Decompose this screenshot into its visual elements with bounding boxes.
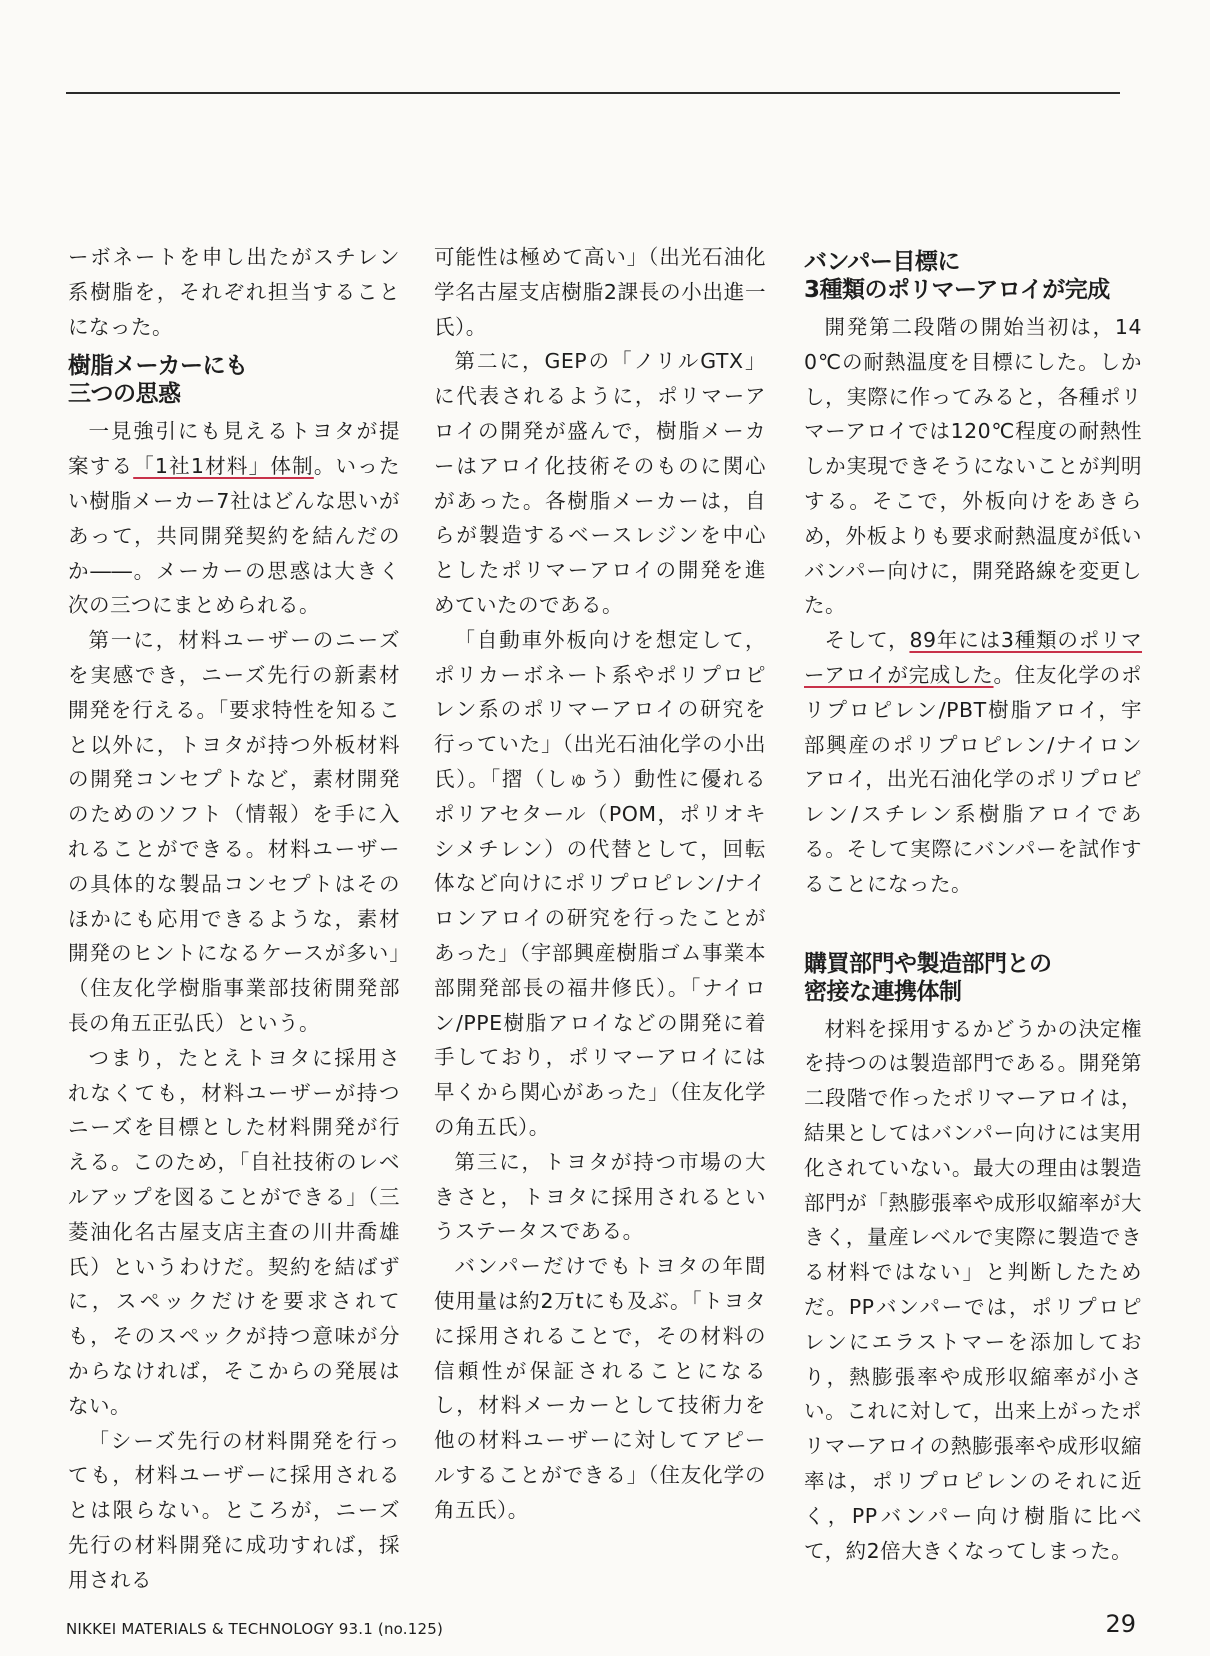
paragraph: 「シーズ先行の材料開発を行っても，材料ユーザーに採用されるとは限らない。ところが，ニーズ先行の材料開発に成功すれば，採用される xyxy=(68,1428,400,1592)
heading-line: 密接な連携体制 xyxy=(804,978,962,1005)
text-run: 一見強引にも見えるトヨタが提案する xyxy=(68,419,400,479)
page-number: 29 xyxy=(1105,1610,1136,1638)
column-1 xyxy=(68,240,401,1592)
paragraph: バンパーだけでもトヨタの年間使用量は約2万tにも及ぶ。「トヨタに採用されることで，その材料の信頼性が保証されることになるし，材料メーカーとして技術力を他の材料ユーザーに対してアピールすることができる」（住友化学の角五氏）。 xyxy=(434,1254,766,1522)
text-run: そして， xyxy=(824,628,910,653)
underlined-text: 89年には3種類のポリマーアロイが完成した xyxy=(804,628,1143,687)
header-rule xyxy=(66,92,1120,94)
heading-line: 三つの思惑 xyxy=(68,381,181,408)
column-2 xyxy=(434,240,766,1560)
paragraph xyxy=(804,623,1142,901)
paragraph: 「自動車外板向けを想定して，ポリカーボネート系やポリプロピレン系のポリマーアロイの研究を行っていた」（出光石油化学の小出氏）。「摺（しゅう）動性に優れるポリアセタール（POM，ポリオキシメチレン）の代替として，回転体など向けにポリプロピレン/ナイロンアロイの研究を行ったことがあった」（宇部興産樹脂ゴム事業本部開発部長の福井修氏）。「ナイロン/PPE樹脂アロイなどの開発に着手しており，ポリマーアロイには早くから関心があった」（住友化学の角五氏）。 xyxy=(434,627,766,1139)
text-run: 。住友化学のポリプロピレン/PBT樹脂アロイ，宇部興産のポリプロピレン/ナイロンアロイ，出光石油化学のポリプロピレン/スチレン系樹脂アロイである。そして実際にバンパーを試作することになった。 xyxy=(804,662,1142,896)
section-heading xyxy=(804,248,1142,304)
heading-line: 樹脂メーカーにも xyxy=(68,353,248,380)
paragraph: 第二に，GEPの「ノリルGTX」に代表されるように，ポリマーアロイの開発が盛んで，樹脂メーカーはアロイ化技術そのものに関心があった。各樹脂メーカーは，自らが製造するベースレジンを中心としたポリマーアロイの開発を進めていたのである。 xyxy=(434,349,766,617)
paragraph: 材料を採用するかどうかの決定権を持つのは製造部門である。開発第二段階で作ったポリマーアロイは，結果としてはバンパー向けには実用化されていない。最大の理由は製造部門が「熱膨張率や成形収縮率が大きく，量産レベルで実際に製造できる材料ではない」と判断したためだ。PPバンパーでは，ポリプロピレンにエラストマーを添加しており，熱膨張率や成形収縮率が小さい。これに対して，出来上がったポリマーアロイの熱膨張率や成形収縮率は，ポリプロピレンのそれに近く，PPバンパー向け樹脂に比べて，約2倍大きくなってしまった。 xyxy=(804,1016,1142,1563)
column-3 xyxy=(804,240,1143,1563)
section-heading xyxy=(68,352,400,408)
text-run: 。いったい樹脂メーカー7社はどんな思いがあって，共同開発契約を結んだのか――。メーカーの思惑は大きく次の三つにまとめられる。 xyxy=(68,454,401,618)
paragraph: 第三に，トヨタが持つ市場の大きさと，トヨタに採用されるというステータスである。 xyxy=(434,1149,766,1244)
paragraph: 可能性は極めて高い」（出光石油化学名古屋支店樹脂2課長の小出進一氏）。 xyxy=(434,245,766,339)
paragraph xyxy=(68,414,400,623)
paragraph: つまり，たとえトヨタに採用されなくても，材料ユーザーが持つニーズを目標とした材料開発が行える。このため，「自社技術のレベルアップを図ることができる」（三菱油化名古屋支店主査の川井喬雄氏）というわけだ。契約を結ばずに，スペックだけを要求されても，そのスペックが持つ意味が分からなければ，そこからの発展はない。 xyxy=(68,1045,400,1418)
underlined-text: 「1社1材料」体制 xyxy=(133,454,314,479)
heading-line: バンパー目標に xyxy=(804,249,960,275)
heading-line: 購買部門や製造部門との xyxy=(804,950,1052,977)
paragraph: 第一に，材料ユーザーのニーズを実感でき，ニーズ先行の新素材開発を行える。「要求特性を知ること以外に，トヨタが持つ外板材料の開発コンセプトなど，素材開発のためのソフト（情報）を手に入れることができる。材料ユーザーの具体的な製品コンセプトはそのほかにも応用できるような，素材開発のヒントになるケースが多い」（住友化学樹脂事業部技術開発部長の角五正弘氏）という。 xyxy=(68,628,400,1035)
paragraph: ーボネートを申し出たがスチレン系樹脂を，それぞれ担当することになった。 xyxy=(68,245,400,339)
section-heading xyxy=(804,950,1142,1006)
paragraph: 開発第二段階の開始当初は，140℃の耐熱温度を目標にした。しかし，実際に作ってみると，各種ポリマーアロイでは120℃程度の耐熱性しか実現できそうにないことが判明する。そこで，外板向けをあきらめ，外板よりも要求耐熱温度が低いバンパー向けに，開発路線を変更した。 xyxy=(804,315,1142,618)
journal-footer: NIKKEI MATERIALS & TECHNOLOGY 93.1 (no.125) xyxy=(66,1620,444,1638)
heading-line: 3種類のポリマーアロイが完成 xyxy=(804,277,1110,303)
